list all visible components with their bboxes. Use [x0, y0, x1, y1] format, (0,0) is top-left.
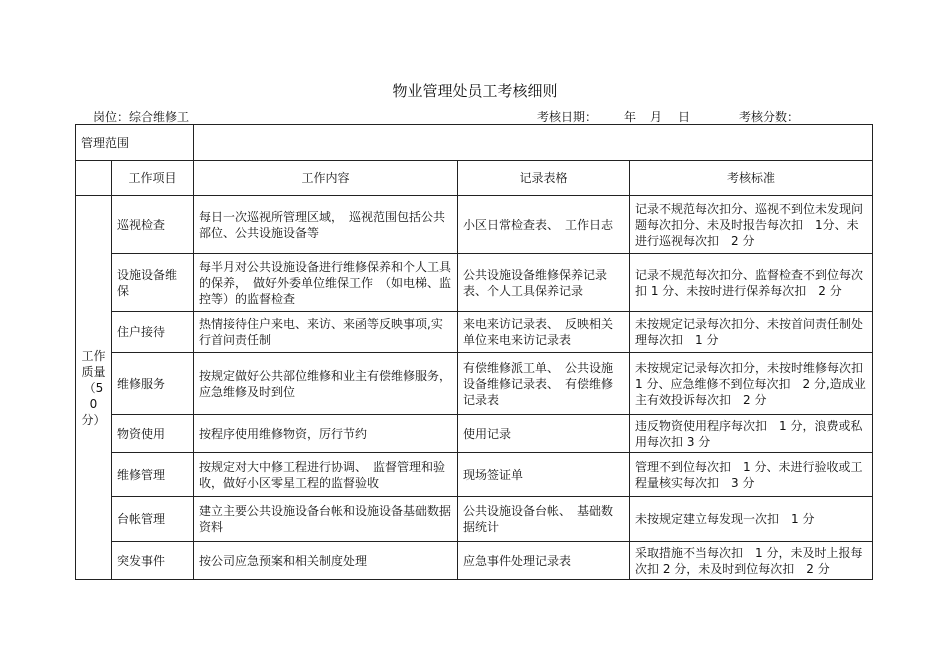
- row-content: 按程序使用维修物资，厉行节约: [194, 415, 458, 453]
- row-standard: 未按规定记录每次扣分，未按时维修每次扣 1 分、应急维修不到位每次扣 2 分,造成业主有效投诉每次扣 2 分: [630, 353, 873, 415]
- table-row: [76, 542, 873, 580]
- day-label: 日: [678, 110, 691, 124]
- row-content: 每半月对公共设施设备进行维修保养和个人工具的保养， 做好外委单位维保工作 （如电梯、监控等）的监督检查: [194, 254, 458, 312]
- scope-row: [76, 125, 873, 161]
- row-content: 按公司应急预案和相关制度处理: [194, 542, 458, 580]
- row-standard: 未按规定建立每发现一次扣 1 分: [630, 497, 873, 542]
- row-item: 台帐管理: [112, 497, 194, 542]
- header-record: 记录表格: [458, 161, 630, 196]
- table-row: [76, 453, 873, 497]
- row-record: 公共设施设备台帐、 基础数据统计: [458, 497, 630, 542]
- category-cell: 工作质量（50分）: [76, 196, 112, 580]
- row-record: 应急事件处理记录表: [458, 542, 630, 580]
- row-content: 按规定对大中修工程进行协调、 监督管理和验收，做好小区零星工程的监督验收: [194, 453, 458, 497]
- table-row: [76, 196, 873, 254]
- row-item: 维修服务: [112, 353, 194, 415]
- row-standard: 记录不规范每次扣分、监督检查不到位每次扣 1 分、未按时进行保养每次扣 2 分: [630, 254, 873, 312]
- row-item: 住户接待: [112, 312, 194, 353]
- row-item: 巡视检查: [112, 196, 194, 254]
- row-standard: 管理不到位每次扣 1 分、未进行验收或工程量核实每次扣 3 分: [630, 453, 873, 497]
- header-content: 工作内容: [194, 161, 458, 196]
- month-label: 月: [650, 110, 663, 124]
- table-row: [76, 415, 873, 453]
- row-item: 设施设备维保: [112, 254, 194, 312]
- row-item: 突发事件: [112, 542, 194, 580]
- table-row: [76, 312, 873, 353]
- header-row: [76, 161, 873, 196]
- scope-value: [194, 125, 873, 161]
- header-standard: 考核标准: [630, 161, 873, 196]
- row-record: 有偿维修派工单、 公共设施设备维修记录表、 有偿维修记录表: [458, 353, 630, 415]
- scope-label: 管理范围: [76, 125, 194, 161]
- row-content: 建立主要公共设施设备台帐和设施设备基础数据资料: [194, 497, 458, 542]
- row-content: 热情接待住户来电、来访、来函等反映事项,实行首问责任制: [194, 312, 458, 353]
- row-standard: 未按规定记录每次扣分、未按首问责任制处理每次扣 1 分: [630, 312, 873, 353]
- row-record: 使用记录: [458, 415, 630, 453]
- row-item: 维修管理: [112, 453, 194, 497]
- row-record: 来电来访记录表、 反映相关单位来电来访记录表: [458, 312, 630, 353]
- header-item: 工作项目: [112, 161, 194, 196]
- table-row: [76, 353, 873, 415]
- header-blank: [76, 161, 112, 196]
- page-title: 物业管理处员工考核细则: [392, 82, 558, 100]
- row-standard: 采取措施不当每次扣 1 分，未及时上报每次扣 2 分，未及时到位每次扣 2 分: [630, 542, 873, 580]
- row-record: 公共设施设备维修保养记录表、个人工具保养记录: [458, 254, 630, 312]
- row-content: 按规定做好公共部位维修和业主有偿维修服务，应急维修及时到位: [194, 353, 458, 415]
- row-record: 现场签证单: [458, 453, 630, 497]
- date-label: 考核日期：: [537, 110, 598, 124]
- table-row: [76, 254, 873, 312]
- position-label: 岗位：综合维修工: [93, 110, 190, 124]
- row-item: 物资使用: [112, 415, 194, 453]
- assessment-table: [75, 124, 873, 580]
- score-label: 考核分数：: [739, 110, 800, 124]
- table-row: [76, 497, 873, 542]
- year-label: 年: [624, 110, 637, 124]
- row-content: 每日一次巡视所管理区域， 巡视范围包括公共部位、公共设施设备等: [194, 196, 458, 254]
- row-record: 小区日常检查表、 工作日志: [458, 196, 630, 254]
- row-standard: 违反物资使用程序每次扣 1 分，浪费或私用每次扣 3 分: [630, 415, 873, 453]
- row-standard: 记录不规范每次扣分、巡视不到位未发现问题每次扣分、未及时报告每次扣 1分、未进行巡视每次扣 2 分: [630, 196, 873, 254]
